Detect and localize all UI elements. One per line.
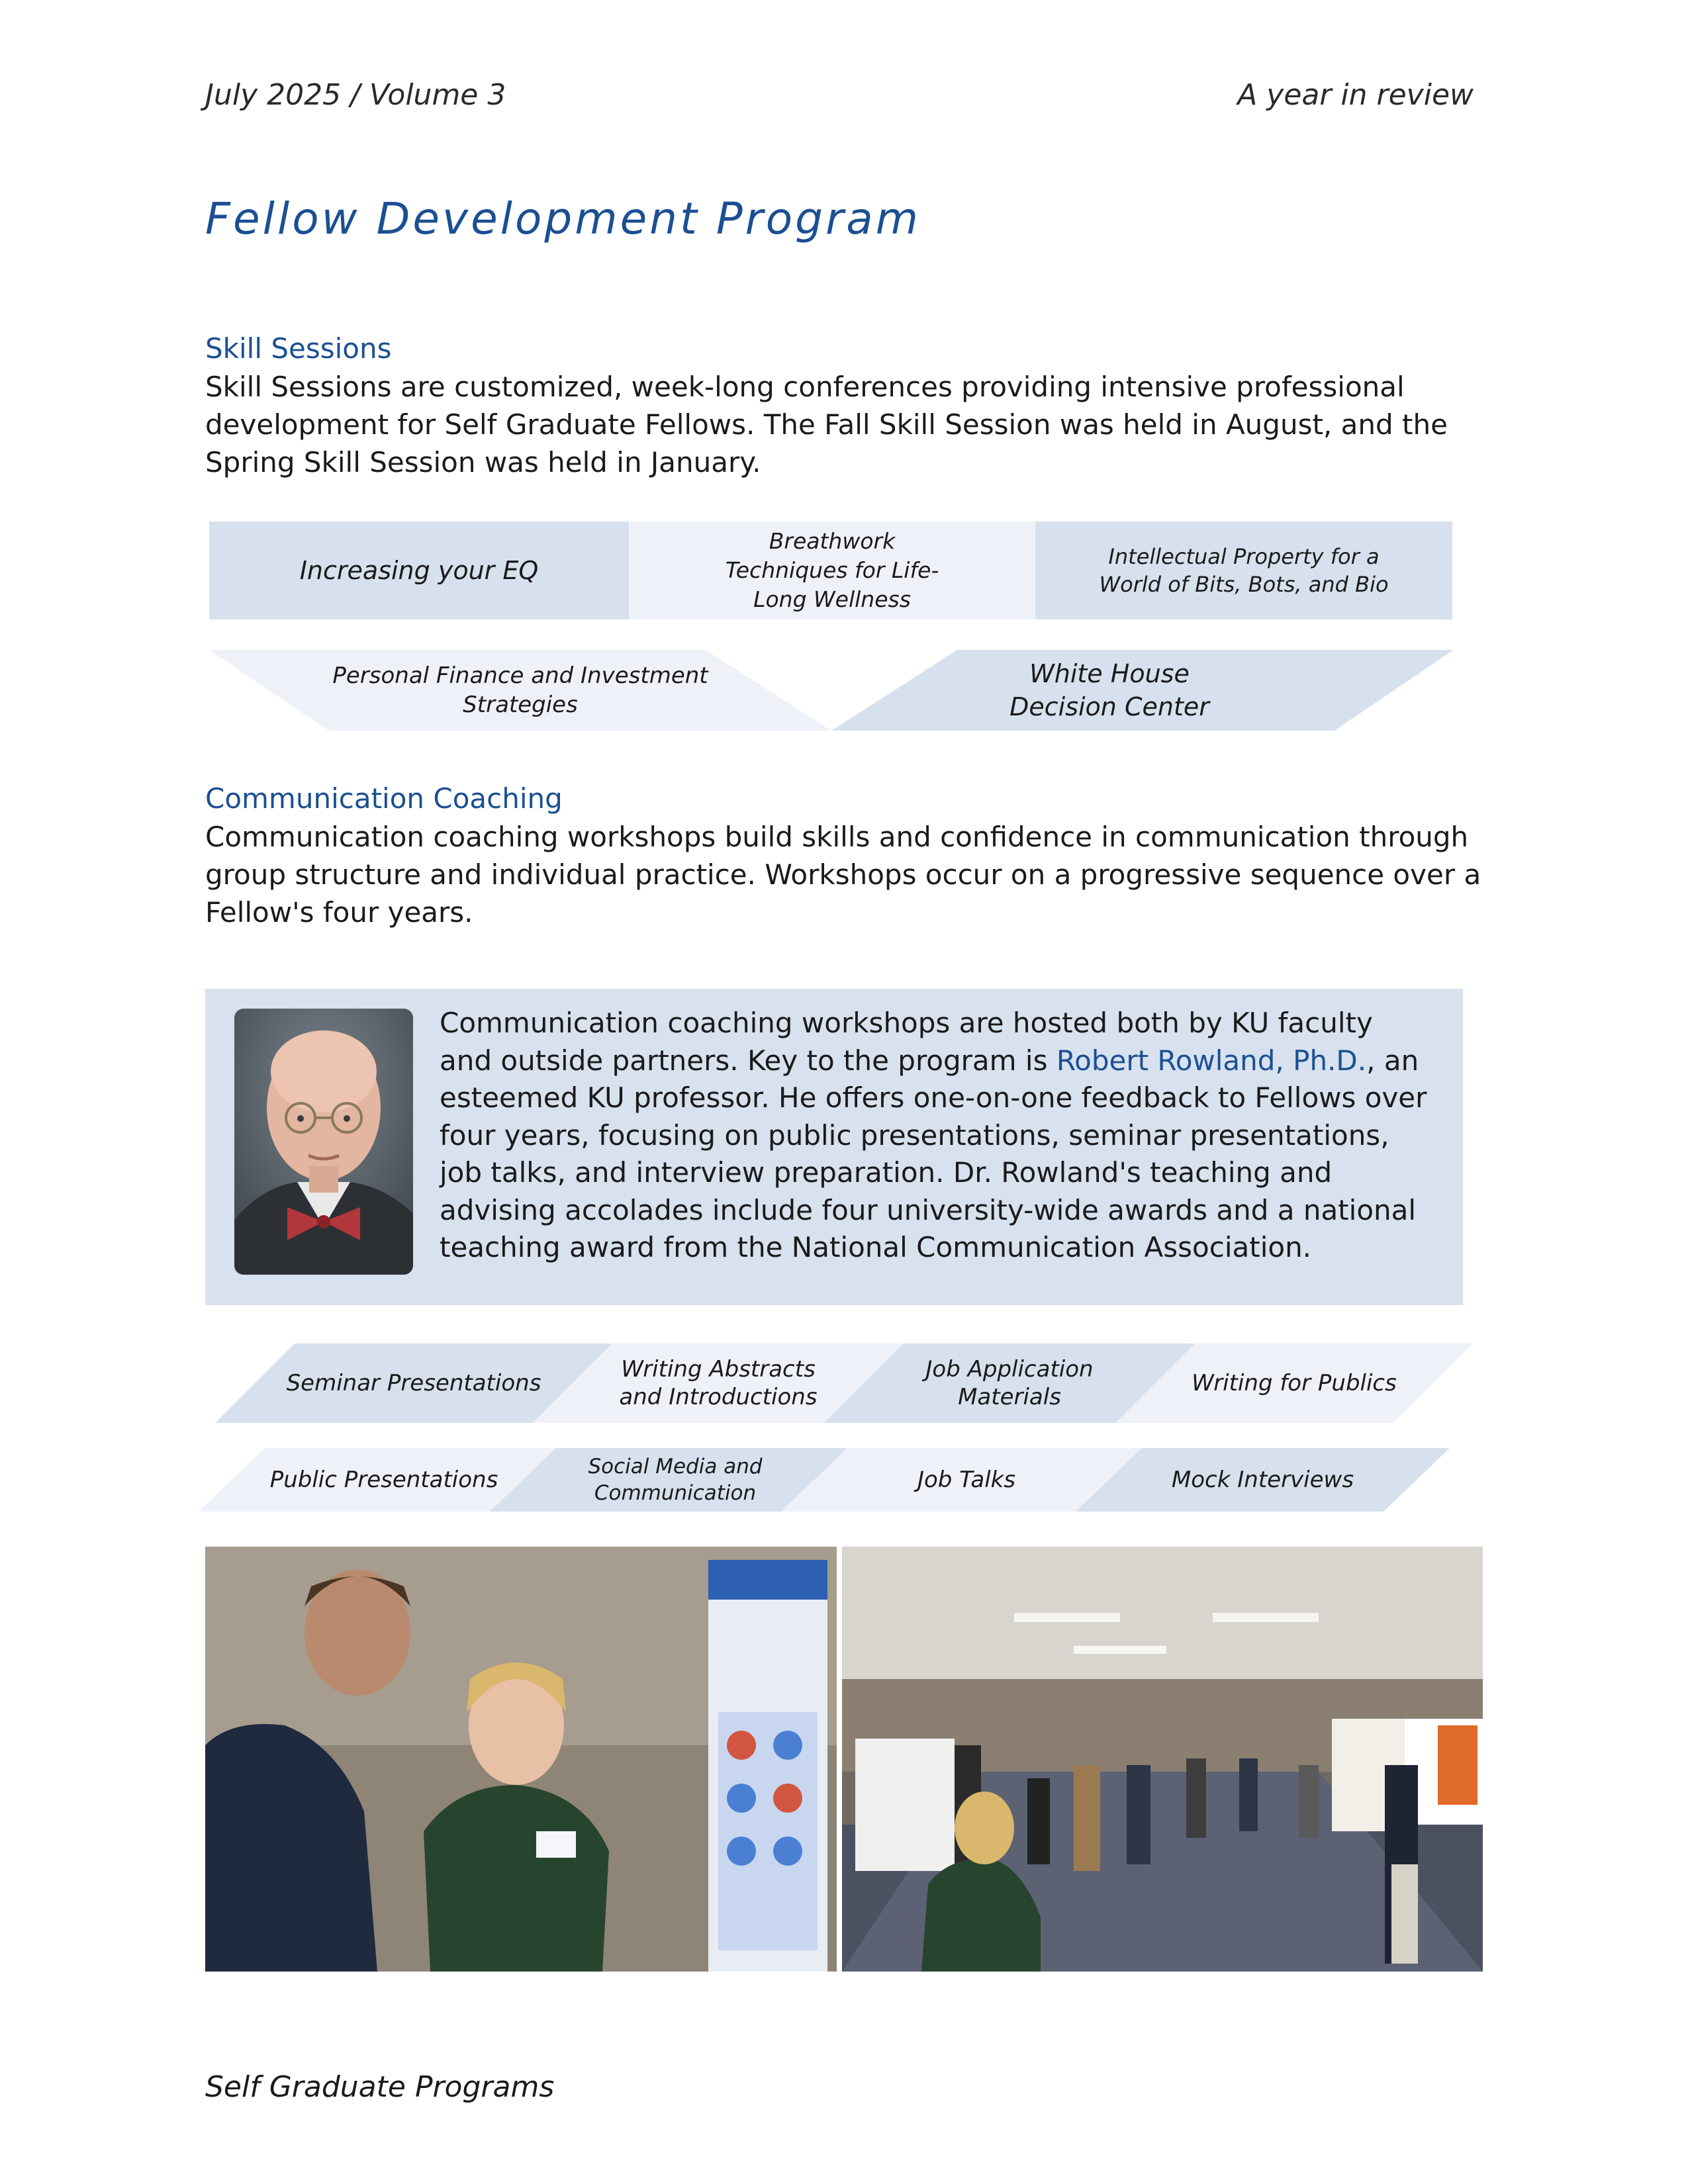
workshop-label: Social Media and Communication xyxy=(588,1455,763,1505)
conference-hall-photo xyxy=(842,1547,1483,1972)
workshop-label: Mock Interviews xyxy=(1171,1467,1354,1493)
topic-tile xyxy=(629,522,1035,619)
topic-label: Breathwork Techniques for Life-Long Wellness xyxy=(725,528,939,612)
topic-tile xyxy=(209,522,629,619)
rowland-card xyxy=(205,989,1463,1305)
page-title: Fellow Development Program xyxy=(205,193,921,244)
footer-label: Self Graduate Programs xyxy=(205,2070,555,2104)
workshop-label: Seminar Presentations xyxy=(286,1370,541,1396)
topic-label-finance: Personal Finance and Investment Strategies xyxy=(332,662,708,718)
topic-label-whitehouse: White House Decision Center xyxy=(1009,659,1209,721)
workshop-label: Job Talks xyxy=(917,1467,1016,1493)
rowland-card-text xyxy=(440,1005,1432,1267)
poster-session-photo xyxy=(205,1547,837,1972)
workshop-label: Writing Abstracts and Introductions xyxy=(619,1356,818,1410)
workshop-tag xyxy=(1115,1343,1473,1423)
topic-label: Intellectual Property for a World of Bits, Bots, and Bio xyxy=(1099,544,1389,597)
rowland-link[interactable]: Robert Rowland, Ph.D. xyxy=(1056,1044,1367,1077)
topic-chevron-row xyxy=(209,650,1454,731)
workshop-label: Writing for Publics xyxy=(1192,1370,1397,1396)
issue-label: July 2025 / Volume 3 xyxy=(205,78,506,112)
topic-tile xyxy=(1035,522,1452,619)
tagline: A year in review xyxy=(1237,78,1474,112)
comm-coaching-body: Communication coaching workshops build skills and confidence in communication through group structure and individual practice. Workshops occur on a progressive sequence over a Fellow's four years. xyxy=(205,821,1481,929)
workshop-label: Job Application Materials xyxy=(925,1356,1094,1410)
card-text-before: Communication coaching workshops are hosted both by KU faculty and outside partners. Key to the program is xyxy=(440,1007,1373,1077)
comm-coaching-heading: Communication Coaching xyxy=(205,782,563,815)
workshop-tag xyxy=(1076,1448,1450,1512)
card-text-after: , an esteemed KU professor. He offers one-on-one feedback to Fellows over four years, focusing on public presentations, seminar presentations, job talks, and interview preparation. Dr. Rowland's teaching and advising accolades include four university-wide awards and a national teaching award from the National Communication Association. xyxy=(440,1044,1427,1263)
skill-sessions-heading: Skill Sessions xyxy=(205,332,392,365)
topic-label: Increasing your EQ xyxy=(299,556,539,585)
rowland-portrait xyxy=(234,1009,413,1275)
workshop-label: Public Presentations xyxy=(269,1467,498,1493)
skill-sessions-body: Skill Sessions are customized, week-long conferences providing intensive professional development for Self Graduate Fellows. The Fall Skill Session was held in August, and the Spring Skill Session was held in January. xyxy=(205,371,1448,478)
